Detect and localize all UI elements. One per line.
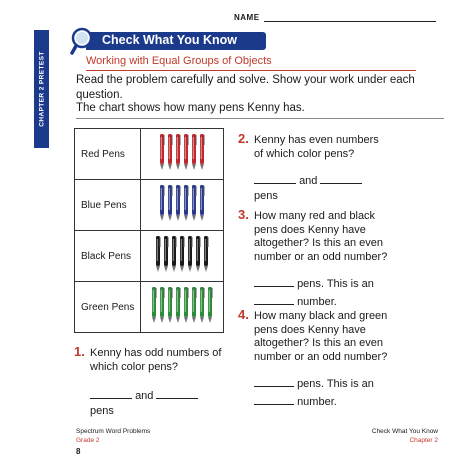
answer-blank[interactable]	[156, 388, 198, 399]
divider	[76, 118, 444, 119]
pen-icon	[176, 287, 181, 323]
pen-icon	[192, 287, 197, 323]
question-text: Kenny has odd numbers of which color pens?	[90, 347, 222, 373]
page-number: 8	[76, 447, 81, 456]
pen-icon	[200, 185, 205, 221]
and-word: and	[299, 175, 318, 187]
pen-color-label: Red Pens	[75, 129, 141, 180]
side-tab-label: CHAPTER 2 PRETEST	[38, 51, 45, 127]
pen-icon	[192, 134, 197, 170]
pen-icon	[152, 287, 157, 323]
pen-group	[158, 183, 206, 223]
answer-blank[interactable]	[320, 173, 362, 184]
name-blank-line[interactable]	[264, 21, 436, 22]
question-4	[238, 308, 388, 409]
footer-book-title: Spectrum Word Problems	[76, 428, 151, 435]
pen-icon	[184, 287, 189, 323]
pen-count-table	[74, 128, 224, 333]
pen-row	[75, 180, 224, 231]
footer-section: Check What You Know	[371, 428, 438, 435]
question-text: Kenny has even numbers of which color pens?	[254, 134, 379, 160]
pen-icon	[200, 287, 205, 323]
question-1	[74, 345, 234, 418]
question-text: How many red and black pens does Kenny have altogether? Is this an even number or an odd number?	[254, 210, 388, 263]
name-label: NAME	[234, 13, 260, 22]
answer-blank[interactable]	[90, 388, 132, 399]
pen-images-cell	[141, 282, 224, 333]
pen-icon	[188, 236, 193, 272]
footer-grade: Grade 2	[76, 437, 100, 444]
pen-images-cell	[141, 180, 224, 231]
pen-icon	[176, 185, 181, 221]
pen-color-label: Blue Pens	[75, 180, 141, 231]
pen-icon	[168, 185, 173, 221]
pen-icon	[164, 236, 169, 272]
pen-icon	[176, 134, 181, 170]
and-word: and	[135, 390, 154, 402]
question-number: 1.	[74, 344, 85, 359]
answer-blank[interactable]	[254, 394, 294, 405]
pen-row	[75, 282, 224, 333]
pen-icon	[156, 236, 161, 272]
question-2	[238, 132, 388, 203]
pen-group	[158, 132, 206, 172]
answer-blank[interactable]	[254, 376, 294, 387]
instruction-text: Read the problem carefully and solve. Show your work under each question.	[76, 74, 415, 101]
answer-blank[interactable]	[254, 294, 294, 305]
pen-row	[75, 129, 224, 180]
pen-icon	[184, 134, 189, 170]
pen-icon	[180, 236, 185, 272]
answer-text: pens. This is an	[297, 378, 374, 390]
pen-icon	[160, 134, 165, 170]
pen-images-cell	[141, 231, 224, 282]
question-number: 4.	[238, 307, 249, 322]
question-number: 3.	[238, 207, 249, 222]
pen-icon	[192, 185, 197, 221]
answer-text: number.	[297, 395, 337, 408]
pen-row	[75, 231, 224, 282]
question-3	[238, 208, 388, 309]
pen-icon	[184, 185, 189, 221]
pen-icon	[200, 134, 205, 170]
pen-icon	[160, 287, 165, 323]
pen-group	[150, 285, 214, 325]
question-text: How many black and green pens does Kenny have altogether? Is this an even number or an odd number?	[254, 310, 388, 363]
pen-icon	[204, 236, 209, 272]
pen-color-label: Black Pens	[75, 231, 141, 282]
answer-text: number.	[297, 295, 337, 308]
pen-icon	[168, 134, 173, 170]
chart-intro-text: The chart shows how many pens Kenny has.	[76, 102, 305, 114]
pens-word: pens	[254, 189, 278, 202]
pen-icon	[208, 287, 213, 323]
chapter-side-tab	[34, 30, 49, 148]
question-number: 2.	[238, 131, 249, 146]
pen-icon	[160, 185, 165, 221]
pen-group	[154, 234, 210, 274]
pen-icon	[172, 236, 177, 272]
pen-icon	[196, 236, 201, 272]
pens-word: pens	[90, 404, 114, 417]
pen-icon	[168, 287, 173, 323]
pen-color-label: Green Pens	[75, 282, 141, 333]
footer-chapter: Chapter 2	[409, 437, 438, 444]
magnifier-icon	[70, 27, 96, 55]
pen-images-cell	[141, 129, 224, 180]
answer-text: pens. This is an	[297, 278, 374, 290]
page-title: Check What You Know	[102, 33, 237, 47]
answer-blank[interactable]	[254, 276, 294, 287]
title-banner	[86, 32, 266, 50]
section-subheading: Working with Equal Groups of Objects	[86, 55, 416, 71]
answer-blank[interactable]	[254, 173, 296, 184]
